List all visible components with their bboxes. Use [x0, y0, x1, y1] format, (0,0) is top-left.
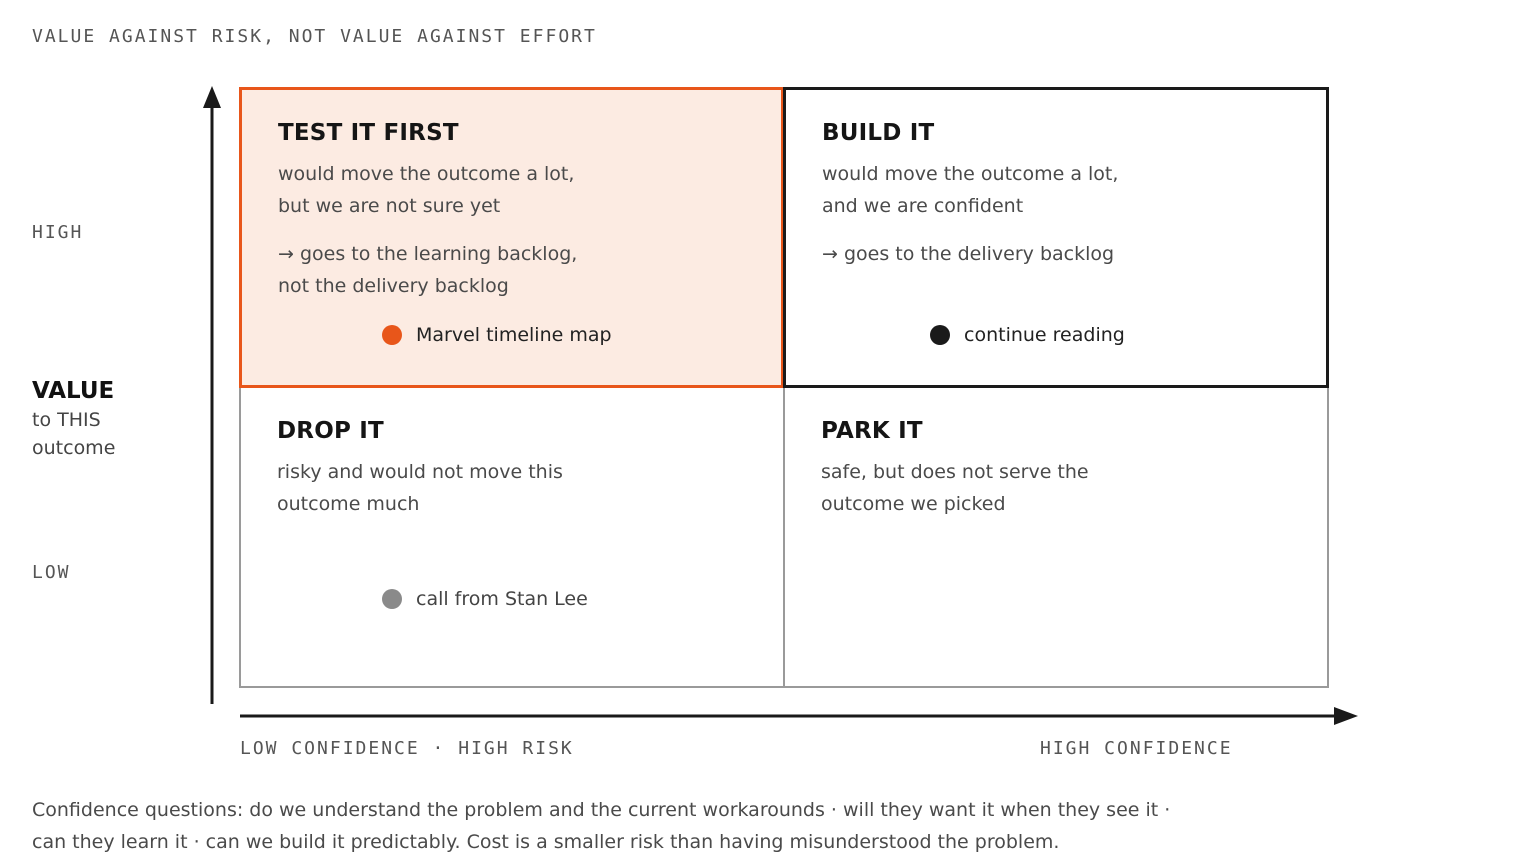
item-marvel-timeline-map: [382, 324, 612, 346]
quadrant-title: PARK IT: [821, 418, 923, 444]
y-axis-title-block: [32, 376, 152, 462]
quadrant-description: would move the outcome a lot, but we are not sure yet: [278, 163, 575, 217]
quadrant-title: BUILD IT: [822, 120, 935, 146]
grey-dot-icon: [382, 589, 402, 609]
y-axis-title: VALUE: [32, 378, 115, 404]
quadrant-title: DROP IT: [277, 418, 384, 444]
black-dot-icon: [930, 325, 950, 345]
x-axis-high-label: HIGH CONFIDENCE: [1040, 738, 1233, 759]
quadrant-description: would move the outcome a lot, and we are confident: [822, 163, 1119, 217]
quadrant-description: safe, but does not serve the outcome we picked: [821, 461, 1089, 515]
quadrant-note: → goes to the learning backlog, not the delivery backlog: [278, 243, 578, 297]
quadrant-note: → goes to the delivery backlog: [822, 243, 1115, 265]
orange-dot-icon: [382, 325, 402, 345]
item-label: Marvel timeline map: [416, 324, 612, 346]
item-label: call from Stan Lee: [416, 588, 588, 610]
quadrant-description: risky and would not move this outcome much: [277, 461, 563, 515]
eyebrow-heading: VALUE AGAINST RISK, NOT VALUE AGAINST EFFORT: [32, 26, 597, 47]
item-label: continue reading: [964, 324, 1125, 346]
y-axis-arrow-icon: [200, 84, 224, 706]
footer-note: Confidence questions: do we understand the problem and the current workarounds · will they want it when they see it · can they learn it · can we build it predictably. Cost is a smaller risk than having misunderstood the problem.: [32, 799, 1171, 853]
item-call-from-stan-lee: [382, 588, 588, 610]
y-axis-low-label: LOW: [32, 562, 71, 583]
x-axis-line: [238, 704, 1360, 728]
y-axis-high-label: HIGH: [32, 222, 84, 243]
quadrant-drop-it: [239, 386, 785, 688]
x-axis-low-label: LOW CONFIDENCE · HIGH RISK: [240, 738, 574, 759]
item-continue-reading: [930, 324, 1125, 346]
quadrant-title: TEST IT FIRST: [278, 120, 459, 146]
quadrant-park-it: [783, 386, 1329, 688]
y-axis-subtitle: to THIS outcome: [32, 409, 116, 459]
